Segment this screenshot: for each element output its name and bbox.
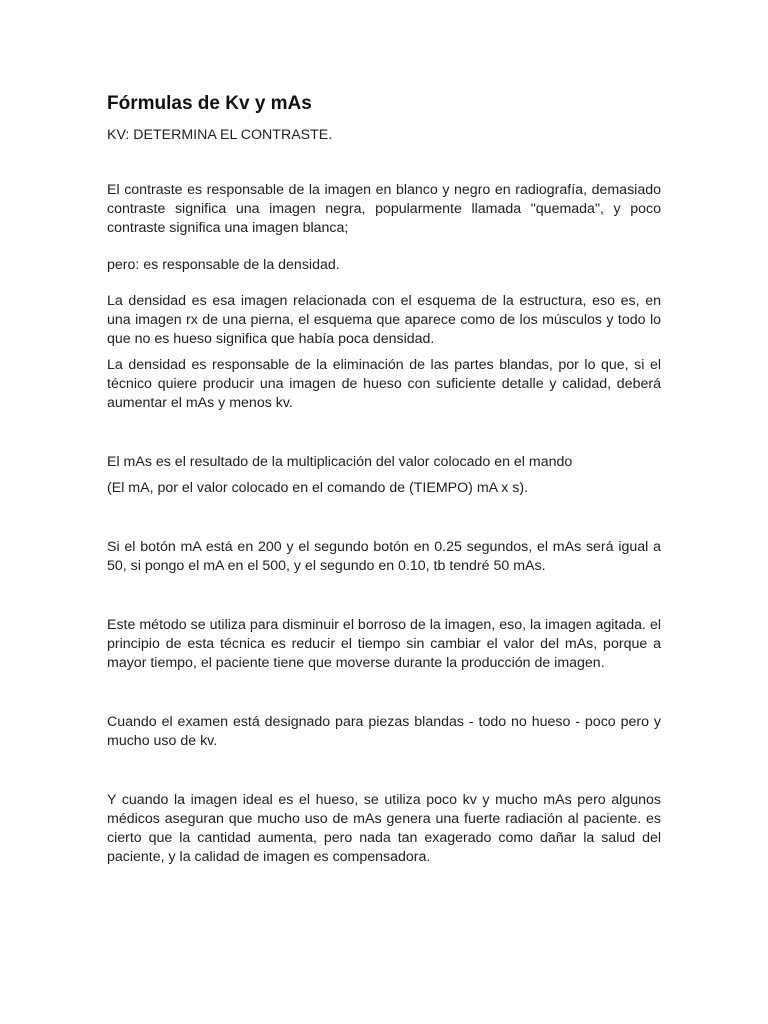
paragraph-kv-heading: KV: DETERMINA EL CONTRASTE. [107, 127, 333, 143]
paragraph-hueso: Y cuando la imagen ideal es el hueso, se utiliza poco kv y mucho mAs pero algunos médicos aseguran que mucho uso de mAs genera una fuerte radiación al paciente. es cierto que la cantidad aumenta, pero nada tan exagerado como dañar la salud del paciente, y la calidad de imagen es compensadora. [107, 792, 661, 865]
paragraph-metodo: Este método se utiliza para disminuir el borroso de la imagen, eso, la imagen agitada. el principio de esta técnica es reducir el tiempo sin cambiar el valor del mAs, porque a mayor tiempo, el paciente tiene que moverse durante la producción de imagen. [107, 617, 661, 671]
document-page [107, 92, 661, 867]
paragraph-mas-definicion: El mAs es el resultado de la multiplicación del valor colocado en el mando [107, 454, 573, 470]
paragraph-densidad-esquema: La densidad es esa imagen relacionada con el esquema de la estructura, eso es, en una imagen rx de una pierna, el esquema que aparece como de los músculos y todo lo que no es hueso significa que había poca densidad. [107, 293, 661, 347]
paragraph-piezas-blandas: Cuando el examen está designado para piezas blandas - todo no hueso - poco pero y mucho uso de kv. [107, 714, 661, 749]
paragraph-densidad-intro: pero: es responsable de la densidad. [107, 257, 340, 273]
paragraph-mas-formula: (El mA, por el valor colocado en el comando de (TIEMPO) mA x s). [107, 480, 529, 496]
document-title: Fórmulas de Kv y mAs [107, 93, 312, 114]
paragraph-mas-ejemplo: Si el botón mA está en 200 y el segundo botón en 0.25 segundos, el mAs será igual a 50, si pongo el mA en el 500, y el segundo en 0.10, tb tendré 50 mAs. [107, 539, 661, 574]
paragraph-contraste: El contraste es responsable de la imagen en blanco y negro en radiografía, demasiado contraste significa una imagen negra, popularmente llamada "quemada", y poco contraste significa una imagen blanca; [107, 182, 661, 236]
paragraph-densidad-partes-blandas: La densidad es responsable de la eliminación de las partes blandas, por lo que, si el técnico quiere producir una imagen de hueso con suficiente detalle y calidad, deberá aumentar el mAs y menos kv. [107, 357, 661, 411]
